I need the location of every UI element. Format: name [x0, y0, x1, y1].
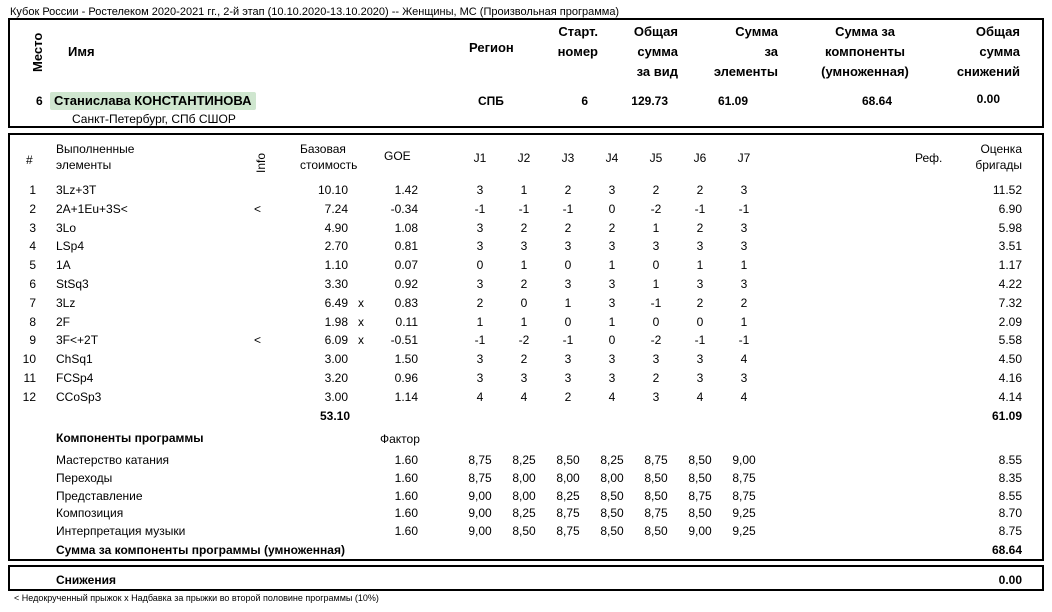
judge-4-goe: 3	[608, 295, 616, 310]
component-name: Интерпретация музыки	[56, 524, 186, 539]
element-goe: -0.34	[390, 201, 418, 216]
judge-1-goe: 3	[476, 352, 484, 367]
judge-1-goe: 3	[476, 183, 484, 197]
judge-1-component-mark: 9,00	[468, 524, 492, 539]
judge-3-component-mark: 8,00	[556, 470, 580, 485]
element-code: 3F<+2T	[56, 333, 99, 348]
element-code: 3Lz	[56, 295, 76, 310]
judge-2-goe: 2	[520, 352, 528, 367]
info-col-header: Info	[254, 152, 268, 173]
element-goe: 1.08	[394, 220, 418, 235]
judge-5-goe: 3	[652, 239, 660, 254]
deductions-box	[8, 565, 1044, 591]
component-row	[10, 451, 1050, 469]
judge-6-goe: -1	[694, 201, 706, 216]
judge-4-goe: 3	[608, 239, 616, 254]
judge-3-goe: 1	[564, 295, 572, 310]
judge-2-goe: 3	[520, 371, 528, 385]
skater-components-score: 68.64	[861, 94, 892, 108]
element-panel-score: 11.52	[992, 183, 1022, 197]
element-goe: 0.92	[394, 277, 418, 291]
element-bonus-mark: x	[358, 314, 364, 329]
elements-col-header: Выполненные элементы	[56, 142, 135, 172]
element-base-value: 3.30	[324, 277, 348, 291]
judge-4-component-mark: 8,50	[600, 506, 624, 521]
judge-header-5: J5	[649, 151, 663, 165]
footnote: < Недокрученный прыжок x Надбавка за прыжки во второй половине программы (10%)	[14, 593, 379, 603]
judge-4-component-mark: 8,50	[600, 524, 624, 539]
elements-base-total: 53.10	[319, 409, 350, 423]
element-base-value: 4.90	[324, 220, 348, 235]
total-score-header: Общая сумма за вид	[633, 24, 678, 79]
element-panel-score: 4.22	[998, 277, 1022, 291]
judge-2-goe: 3	[520, 239, 528, 254]
judge-3-component-mark: 8,25	[556, 488, 580, 503]
element-info: <	[254, 333, 262, 348]
judge-6-goe: -1	[694, 333, 706, 348]
component-factor: 1.60	[394, 470, 418, 485]
element-row	[10, 256, 1050, 274]
element-code: 2A+1Eu+3S<	[56, 201, 128, 216]
judge-2-goe: -2	[518, 333, 530, 348]
judge-4-goe: 0	[608, 201, 616, 216]
judge-2-component-mark: 8,00	[512, 488, 536, 503]
judge-5-goe: 3	[652, 389, 660, 404]
judge-2-goe: 1	[520, 314, 528, 329]
skater-name: Станислава КОНСТАНТИНОВА	[50, 92, 256, 110]
ref-header: Реф.	[915, 151, 943, 165]
judge-5-goe: -2	[650, 201, 662, 216]
judge-5-goe: 0	[652, 258, 660, 273]
judge-6-goe: 3	[696, 371, 704, 385]
judge-6-component-mark: 8,50	[688, 470, 712, 485]
element-base-value: 1.10	[324, 258, 348, 273]
element-row	[10, 331, 1050, 349]
component-score: 8.70	[998, 506, 1022, 521]
judge-2-goe: 1	[520, 258, 528, 273]
judge-4-goe: 3	[608, 277, 616, 291]
element-goe: 1.50	[394, 352, 418, 367]
score-details-box	[8, 133, 1044, 561]
judge-header-7: J7	[737, 151, 751, 165]
skater-summary-box	[8, 18, 1044, 128]
start-number-header: Старт. номер	[557, 24, 598, 59]
judge-1-goe: 0	[476, 258, 484, 273]
judge-2-component-mark: 8,00	[512, 470, 536, 485]
element-row	[10, 388, 1050, 406]
judge-5-goe: 3	[652, 352, 660, 367]
element-number: 3	[29, 220, 36, 235]
judge-3-goe: 3	[564, 277, 572, 291]
element-number: 12	[22, 389, 36, 404]
judge-1-component-mark: 9,00	[468, 488, 492, 503]
element-panel-score: 3.51	[998, 239, 1022, 254]
components-total-label: Сумма за компоненты программы (умноженная)	[56, 543, 345, 557]
judge-7-goe: -1	[738, 201, 750, 216]
element-row	[10, 313, 1050, 331]
element-code: 2F	[56, 314, 71, 329]
judge-5-component-mark: 8,50	[644, 524, 668, 539]
judge-3-goe: 2	[564, 389, 572, 404]
components-section-label: Компоненты программы	[56, 431, 204, 445]
element-number: 9	[29, 333, 36, 348]
judge-4-goe: 1	[608, 314, 616, 329]
judge-4-component-mark: 8,25	[600, 453, 624, 467]
judge-7-goe: 3	[740, 239, 748, 254]
component-row	[10, 522, 1050, 540]
judge-1-goe: -1	[474, 333, 486, 348]
element-panel-score: 1.17	[998, 258, 1022, 273]
component-row	[10, 504, 1050, 522]
element-base-value: 1.98	[324, 314, 348, 329]
judge-6-goe: 0	[696, 314, 704, 329]
element-panel-score: 4.16	[998, 371, 1022, 385]
judge-7-goe: 1	[740, 258, 748, 273]
judge-6-goe: 2	[696, 220, 704, 235]
element-panel-score: 6.90	[998, 201, 1022, 216]
element-code: ChSq1	[56, 352, 93, 367]
judge-3-goe: 3	[564, 371, 572, 385]
element-base-value: 6.09	[324, 333, 348, 348]
component-name: Композиция	[56, 506, 124, 521]
judge-5-goe: 1	[652, 220, 660, 235]
judge-1-goe: 3	[476, 220, 484, 235]
judge-6-component-mark: 9,00	[688, 524, 712, 539]
element-number: 10	[22, 352, 36, 367]
element-row	[10, 237, 1050, 255]
deductions-header: Общая сумма снижений	[956, 24, 1020, 79]
skater-elements-score: 61.09	[717, 94, 748, 108]
element-row	[10, 181, 1050, 199]
judge-3-component-mark: 8,50	[556, 453, 580, 467]
judge-3-goe: 2	[564, 183, 572, 197]
judge-5-goe: -2	[650, 333, 662, 348]
factor-header: Фактор	[380, 432, 420, 446]
deductions-label: Снижения	[56, 573, 116, 587]
judge-3-component-mark: 8,75	[556, 524, 580, 539]
element-number: 4	[29, 239, 36, 254]
judge-5-component-mark: 8,75	[644, 453, 668, 467]
element-panel-score: 4.50	[998, 352, 1022, 367]
element-row	[10, 294, 1050, 312]
judge-1-component-mark: 8,75	[468, 453, 492, 467]
judge-4-goe: 1	[608, 258, 616, 273]
judge-4-goe: 3	[608, 183, 616, 197]
element-base-value: 2.70	[324, 239, 348, 254]
panel-score-header: Оценка бригады	[975, 142, 1022, 172]
element-bonus-mark: x	[358, 295, 364, 310]
element-base-value: 3.00	[324, 389, 348, 404]
name-header: Имя	[68, 44, 95, 59]
element-panel-score: 4.14	[998, 389, 1022, 404]
elements-score-header: Сумма за элементы	[713, 24, 778, 79]
judge-5-component-mark: 8,50	[644, 470, 668, 485]
skater-total-score: 129.73	[631, 94, 668, 108]
skater-start-number: 6	[581, 94, 588, 108]
judge-2-goe: 2	[520, 220, 528, 235]
element-number: 1	[29, 183, 36, 197]
judge-header-1: J1	[473, 151, 487, 165]
base-value-header: Базовая стоимость	[300, 142, 358, 172]
judge-1-component-mark: 8,75	[468, 470, 492, 485]
element-base-value: 3.20	[324, 371, 348, 385]
component-name: Мастерство катания	[56, 453, 170, 467]
judge-7-goe: 3	[740, 183, 748, 197]
judge-5-goe: 1	[652, 277, 660, 291]
component-factor: 1.60	[394, 506, 418, 521]
judge-6-goe: 3	[696, 352, 704, 367]
element-goe: 1.14	[394, 389, 418, 404]
deductions-score: 0.00	[998, 573, 1022, 587]
judge-2-component-mark: 8,25	[512, 506, 536, 521]
page-title: Кубок России - Ростелеком 2020-2021 гг., 2-й этап (10.10.2020-13.10.2020) -- Женщины, МС (Произвольная программа)	[10, 6, 620, 18]
judge-7-goe: 4	[740, 352, 748, 367]
judge-1-goe: 3	[476, 371, 484, 385]
element-code: 1A	[56, 258, 71, 273]
judge-6-goe: 3	[696, 277, 704, 291]
goe-header: GOE	[384, 149, 411, 163]
judge-5-goe: 2	[652, 371, 660, 385]
judge-2-goe: 0	[520, 295, 528, 310]
judge-3-goe: 3	[564, 352, 572, 367]
element-row	[10, 350, 1050, 368]
judge-header-6: J6	[693, 151, 707, 165]
judge-7-goe: 3	[740, 220, 748, 235]
component-name: Представление	[56, 488, 143, 503]
component-row	[10, 487, 1050, 505]
element-row	[10, 200, 1050, 218]
components-total-score: 68.64	[991, 543, 1022, 557]
judge-7-goe: 3	[740, 277, 748, 291]
element-code: LSp4	[56, 239, 85, 254]
judge-1-goe: 3	[476, 277, 484, 291]
judge-1-component-mark: 9,00	[468, 506, 492, 521]
element-goe: 1.42	[394, 183, 418, 197]
judge-6-component-mark: 8,50	[688, 506, 712, 521]
judge-7-goe: -1	[738, 333, 750, 348]
judge-7-goe: 4	[740, 389, 748, 404]
element-base-value: 10.10	[317, 183, 348, 197]
element-code: FCSp4	[56, 371, 94, 385]
judge-1-goe: 3	[476, 239, 484, 254]
judge-7-component-mark: 9,00	[732, 453, 756, 467]
component-factor: 1.60	[394, 524, 418, 539]
judge-3-goe: -1	[562, 333, 574, 348]
judge-4-goe: 3	[608, 371, 616, 385]
place-header: Место	[30, 32, 45, 72]
element-panel-score: 5.98	[998, 220, 1022, 235]
judge-1-goe: -1	[474, 201, 486, 216]
judge-1-goe: 2	[476, 295, 484, 310]
element-bonus-mark: x	[358, 333, 364, 348]
judge-1-goe: 4	[476, 389, 484, 404]
component-factor: 1.60	[394, 488, 418, 503]
judge-3-goe: -1	[562, 201, 574, 216]
judge-4-component-mark: 8,50	[600, 488, 624, 503]
component-score: 8.55	[998, 453, 1022, 467]
judge-7-component-mark: 9,25	[732, 524, 756, 539]
region-header: Регион	[469, 40, 514, 55]
judge-3-goe: 0	[564, 258, 572, 273]
element-base-value: 3.00	[324, 352, 348, 367]
judge-7-component-mark: 8,75	[732, 470, 756, 485]
judge-6-goe: 3	[696, 239, 704, 254]
judge-header-2: J2	[517, 151, 531, 165]
judge-5-goe: 0	[652, 314, 660, 329]
skater-region: СПБ	[478, 94, 504, 108]
skater-deductions: 0.00	[976, 92, 1000, 106]
judge-2-component-mark: 8,25	[512, 453, 536, 467]
components-score-header: Сумма за компоненты (умноженная)	[821, 24, 909, 79]
judge-6-component-mark: 8,50	[688, 453, 712, 467]
element-code: 3Lz+3T	[56, 183, 97, 197]
judge-4-goe: 4	[608, 389, 616, 404]
judge-2-component-mark: 8,50	[512, 524, 536, 539]
judge-7-goe: 1	[740, 314, 748, 329]
judge-header-3: J3	[561, 151, 575, 165]
element-base-value: 6.49	[324, 295, 348, 310]
judge-3-goe: 0	[564, 314, 572, 329]
element-code: CCoSp3	[56, 389, 102, 404]
judge-7-goe: 3	[740, 371, 748, 385]
element-row	[10, 369, 1050, 387]
element-goe: -0.51	[390, 333, 418, 348]
element-number: 2	[29, 201, 36, 216]
element-number: 11	[23, 371, 36, 385]
num-header: #	[26, 153, 33, 167]
judge-4-goe: 3	[608, 352, 616, 367]
judge-7-goe: 2	[740, 295, 748, 310]
element-number: 6	[29, 277, 36, 291]
element-goe: 0.83	[394, 295, 418, 310]
judge-2-goe: 4	[520, 389, 528, 404]
judge-5-component-mark: 8,50	[644, 488, 668, 503]
component-factor: 1.60	[394, 453, 418, 467]
judge-5-goe: 2	[652, 183, 660, 197]
element-base-value: 7.24	[324, 201, 348, 216]
skater-club: Санкт-Петербург, СПб СШОР	[72, 112, 236, 126]
element-number: 8	[29, 314, 36, 329]
element-code: StSq3	[56, 277, 89, 291]
judge-6-goe: 2	[696, 183, 704, 197]
element-panel-score: 5.58	[998, 333, 1022, 348]
judge-6-goe: 4	[696, 389, 704, 404]
element-info: <	[254, 201, 262, 216]
judge-header-4: J4	[605, 151, 619, 165]
component-row	[10, 469, 1050, 487]
component-score: 8.35	[998, 470, 1022, 485]
skater-place: 6	[36, 94, 43, 108]
judge-3-component-mark: 8,75	[556, 506, 580, 521]
judge-5-component-mark: 8,75	[644, 506, 668, 521]
judge-6-goe: 1	[696, 258, 704, 273]
element-goe: 0.81	[394, 239, 418, 254]
judge-6-component-mark: 8,75	[688, 488, 712, 503]
judge-7-component-mark: 8,75	[732, 488, 756, 503]
component-score: 8.75	[998, 524, 1022, 539]
element-row	[10, 219, 1050, 237]
judge-3-goe: 2	[564, 220, 572, 235]
judge-1-goe: 1	[476, 314, 484, 329]
element-number: 7	[29, 295, 36, 310]
judge-7-component-mark: 9,25	[732, 506, 756, 521]
element-goe: 0.96	[394, 371, 418, 385]
component-score: 8.55	[998, 488, 1022, 503]
judge-4-goe: 0	[608, 333, 616, 348]
element-code: 3Lo	[56, 220, 77, 235]
elements-score-total: 61.09	[991, 409, 1022, 423]
element-goe: 0.07	[394, 258, 418, 273]
judge-3-goe: 3	[564, 239, 572, 254]
element-panel-score: 2.09	[998, 314, 1022, 329]
judge-5-goe: -1	[650, 295, 662, 310]
element-number: 5	[29, 258, 36, 273]
judge-4-goe: 2	[608, 220, 616, 235]
element-panel-score: 7.32	[998, 295, 1022, 310]
element-goe: 0.11	[395, 314, 418, 329]
judge-2-goe: 1	[520, 183, 528, 197]
element-row	[10, 275, 1050, 293]
judge-2-goe: -1	[518, 201, 530, 216]
judge-2-goe: 2	[520, 277, 528, 291]
judge-6-goe: 2	[696, 295, 704, 310]
judge-4-component-mark: 8,00	[600, 470, 624, 485]
component-name: Переходы	[56, 470, 113, 485]
